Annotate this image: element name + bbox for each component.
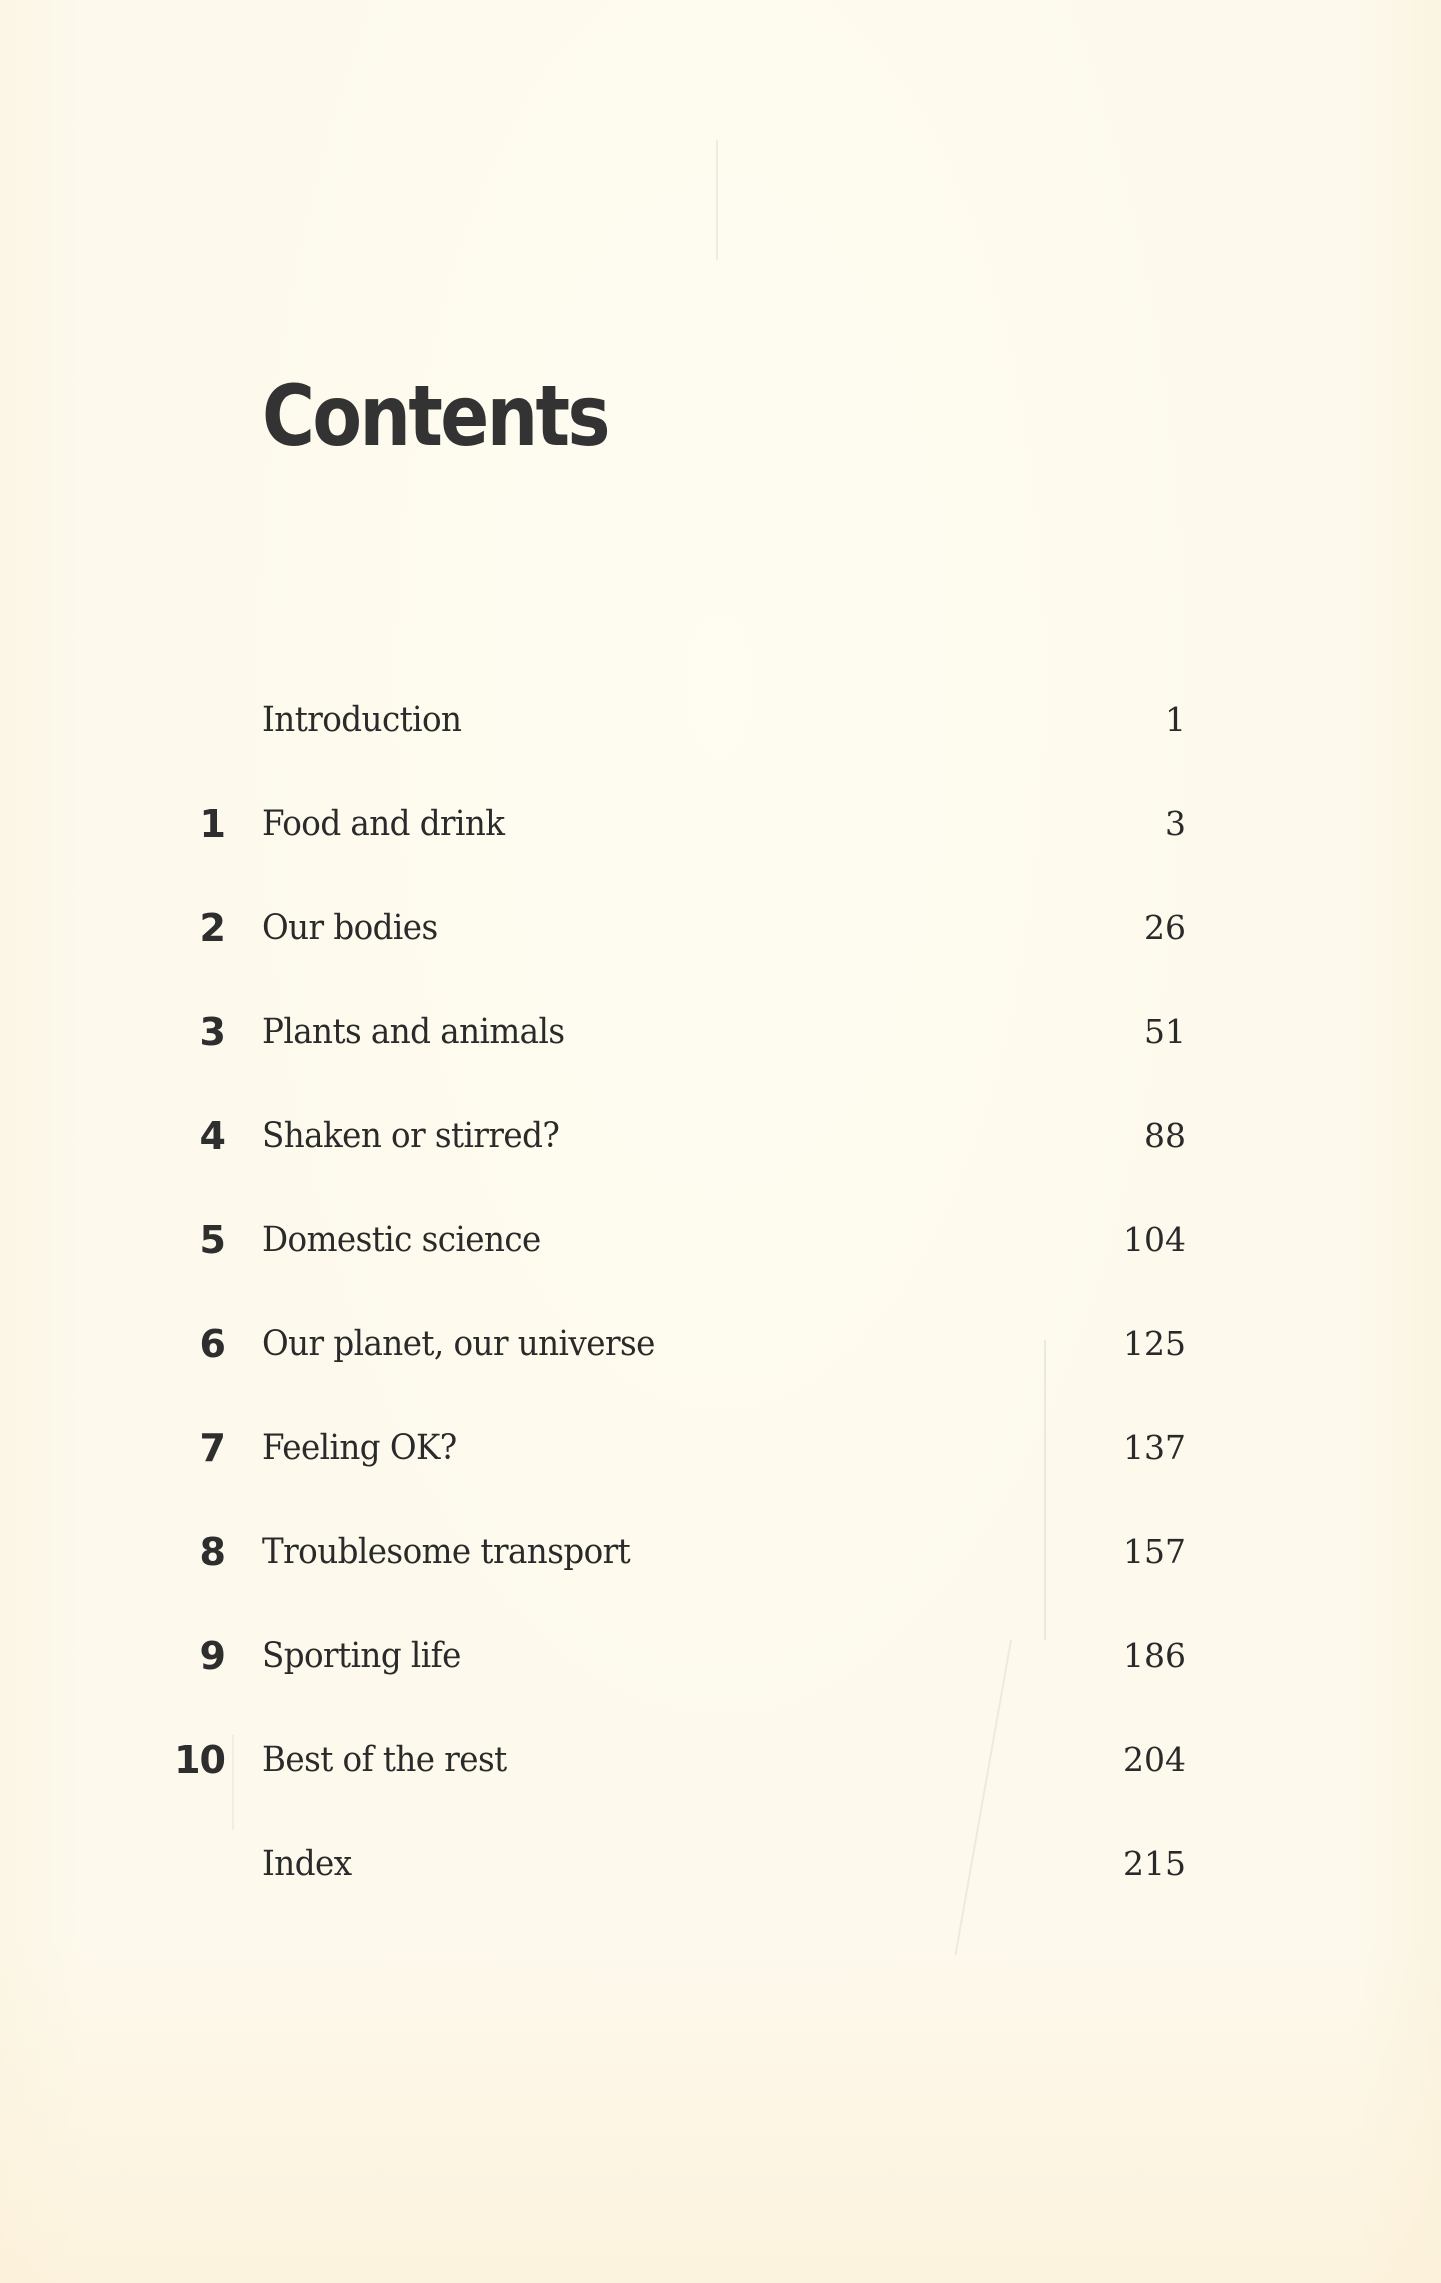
- page-number: 215: [1123, 1844, 1186, 1883]
- chapter-number: 3: [199, 1010, 225, 1054]
- page-number: 26: [1144, 908, 1186, 947]
- chapter-number: 8: [199, 1530, 225, 1574]
- scan-artifact-line: [716, 140, 718, 260]
- chapter-title: Introduction: [262, 700, 462, 740]
- toc-entry-index[interactable]: [0, 1834, 1441, 1894]
- toc-entry-chapter-1[interactable]: [0, 794, 1441, 854]
- chapter-number: 5: [199, 1218, 225, 1262]
- chapter-title: Food and drink: [262, 804, 505, 844]
- page-number: 137: [1123, 1428, 1186, 1467]
- chapter-title: Domestic science: [262, 1220, 541, 1260]
- chapter-title: Our bodies: [262, 908, 438, 948]
- chapter-number: 2: [199, 906, 225, 950]
- chapter-title: Best of the rest: [262, 1740, 507, 1780]
- page-number: 204: [1123, 1740, 1186, 1779]
- toc-entry-chapter-8[interactable]: [0, 1522, 1441, 1582]
- chapter-title: Troublesome transport: [262, 1532, 631, 1572]
- toc-entry-chapter-3[interactable]: [0, 1002, 1441, 1062]
- chapter-title: Sporting life: [262, 1636, 461, 1676]
- toc-entry-chapter-4[interactable]: [0, 1106, 1441, 1166]
- page-number: 1: [1165, 700, 1186, 739]
- page-number: 51: [1144, 1012, 1186, 1051]
- chapter-title: Our planet, our universe: [262, 1324, 655, 1364]
- scan-artifact-line: [1044, 1340, 1046, 1640]
- toc-entry-chapter-6[interactable]: [0, 1314, 1441, 1374]
- page-number: 186: [1123, 1636, 1186, 1675]
- page-number: 157: [1123, 1532, 1186, 1571]
- page-title: Contents: [262, 367, 608, 466]
- chapter-title: Index: [262, 1844, 352, 1884]
- page-number: 104: [1123, 1220, 1186, 1259]
- toc-entry-chapter-10[interactable]: [0, 1730, 1441, 1790]
- page-number: 88: [1144, 1116, 1186, 1155]
- chapter-number: 6: [199, 1322, 225, 1366]
- chapter-number: 10: [174, 1738, 225, 1782]
- scan-artifact-line: [954, 1640, 1012, 1955]
- chapter-number: 4: [199, 1114, 225, 1158]
- chapter-number: 1: [199, 802, 225, 846]
- toc-entry-chapter-7[interactable]: [0, 1418, 1441, 1478]
- toc-entry-chapter-9[interactable]: [0, 1626, 1441, 1686]
- page-number: 125: [1123, 1324, 1186, 1363]
- page-number: 3: [1165, 804, 1186, 843]
- chapter-number: 9: [199, 1634, 225, 1678]
- toc-entry-chapter-5[interactable]: [0, 1210, 1441, 1270]
- chapter-title: Plants and animals: [262, 1012, 565, 1052]
- chapter-title: Feeling OK?: [262, 1428, 457, 1468]
- chapter-title: Shaken or stirred?: [262, 1116, 560, 1156]
- chapter-number: 7: [199, 1426, 225, 1470]
- toc-entry-chapter-2[interactable]: [0, 898, 1441, 958]
- toc-entry-introduction[interactable]: [0, 690, 1441, 750]
